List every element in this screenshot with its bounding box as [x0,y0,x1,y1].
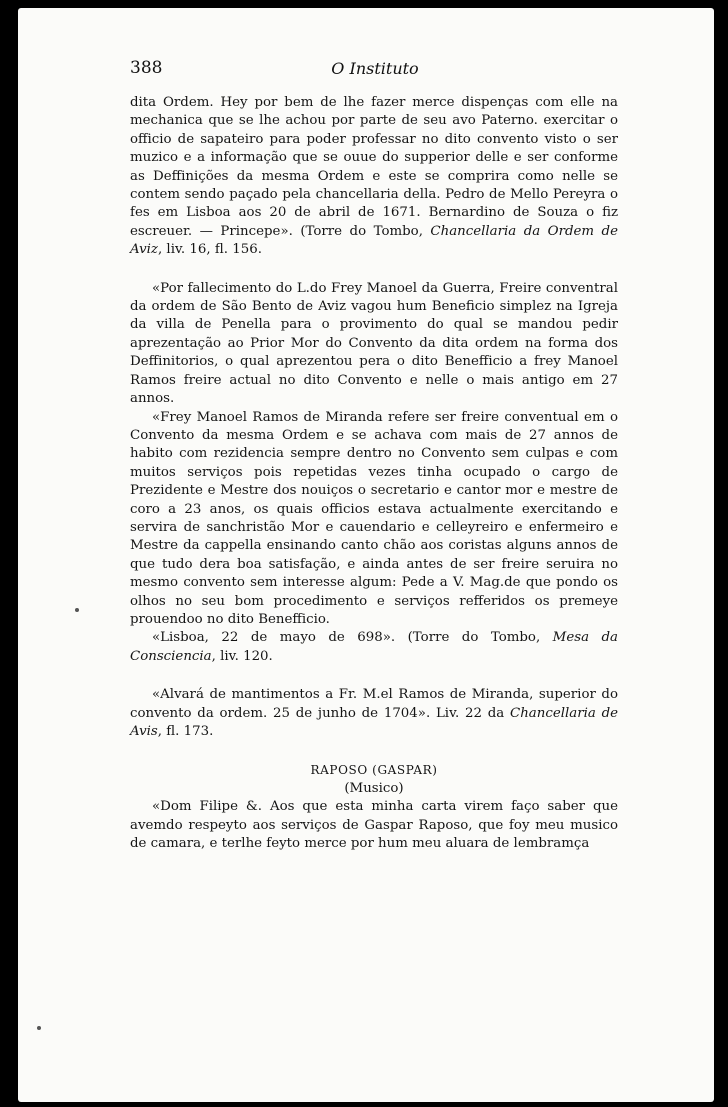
page-number: 388 [130,58,163,78]
paragraph: «Por fallecimento do L.do Frey Manoel da Guerra, Freire conventral da ordem de São Bento de Aviz vagou hum Beneficio simplez na Igreja da villa de Penella para o provimento do qual se mandou pedir aprezentação ao Prior Mor do Convento da dita ordem na forma dos Deffinitorios, o qual aprezentou pera o dito Benefficio a frey Manoel Ramos freire actual no dito Convento e nelle o mais antigo em 27 annos. [130,280,618,407]
citation-title: Chancellaria da Ordem de Aviz [130,223,618,258]
citation-title: Chancellaria de Avis [130,705,619,739]
page-header [130,58,620,84]
paragraph-text: dita Ordem. Hey por bem de lhe fazer merce dispenças com elle na mechanica que se lhe achou por parte de seu avo Paterno. exercitar o officio de sapateiro para poder professar no dito convento visto o ser muzico e a informação que se ouue do supperior delle e ser conforme as Deffinições da mesma Ordem e este se comprira como nelle se contem sendo paçado pela chancellaria della. Pedro de Mello Pereyra o fes em Lisboa aos 20 de abril de 1671. Bernardino de Souza o fiz escreuer. — Princepe». (Torre do Tombo, [130,95,618,239]
paragraph: «Dom Filipe &. Aos que esta minha carta virem faço saber que avemdo respeyto aos serviços de Gaspar Raposo, que foy meu musico de camara, e terlhe feyto merce por hum meu aluara de lembramça [130,799,618,852]
citation-end: , fl. 173. [157,724,214,739]
paragraph [130,686,618,741]
page-body [130,94,618,853]
paragraph: «Frey Manoel Ramos de Miranda refere ser freire conventual em o Convento da mesma Ordem e se achava com mais de 27 annos de habito com rezidencia sempre dentro no Convento sem culpas e com muitos serviços pois repetidas vezes tinha ocupado o cargo de Prezidente e Mestre dos nouiços o secretario e cantor mor e mestre de coro a 23 anos, os quais officios estava actualmente exercitando e servira de sanchristão Mor e cauendario e celleyreiro e enfermeiro e Mestre da cappella ensinando canto chão aos coristas alguns annos de que tudo dera boa satisfação, e ainda antes de ser freire seruira no mesmo convento sem interesse algum: Pede a V. Mag.de que pondo os olhos no seu bom procedimento e serviços refferidos os premeye prouendoo no dito Benefficio. [130,409,618,627]
print-speck [37,1026,41,1030]
section-subheading: (Musico) [344,780,404,796]
paragraph-text: «Lisboa, 22 de mayo de 698». (Torre do Tombo, [152,630,553,646]
paragraph-continuation [130,94,618,260]
citation-end: , liv. 16, fl. 156. [157,242,262,258]
print-speck [75,608,79,612]
citation-end: , liv. 120. [211,648,273,664]
section-heading: RAPOSO (GASPAR) [310,763,438,778]
paragraph-gap [130,741,618,761]
paragraph-text: «Alvará de mantimentos a Fr. M.el Ramos de Miranda, superior do convento da ordem. 25 de junho de 1704». Liv. 22 da [130,687,618,721]
document-page [18,8,714,1102]
paragraph-gap [130,260,618,280]
citation-title: Mesa da Consciencia [130,630,618,664]
paragraph [130,629,618,666]
paragraph-gap [130,666,618,686]
running-title: O Instituto [331,59,419,78]
